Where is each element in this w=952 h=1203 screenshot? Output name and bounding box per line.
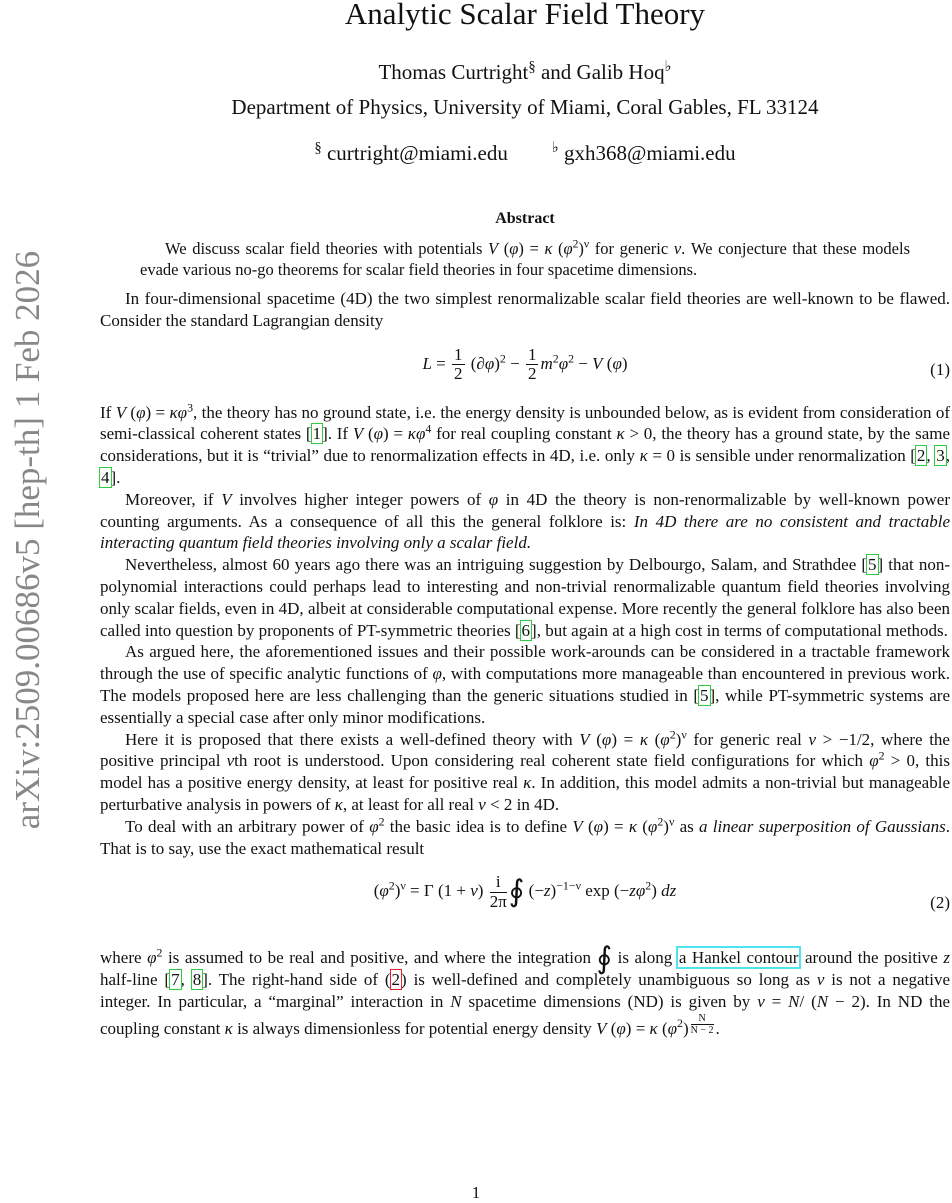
display-equation — [100, 346, 950, 394]
text-run: ) — [621, 353, 628, 373]
text-run: in 4D the theory is non-renormalizable by well-known power counting arguments. As a consequence of all this the general folklore is: — [100, 489, 950, 531]
math-symbol: φ — [488, 489, 499, 509]
text-run: ) = — [625, 1018, 650, 1038]
math-symbol: φ — [379, 881, 389, 901]
superscript: 2 — [499, 351, 506, 366]
math-symbol: ν — [816, 970, 825, 990]
text-run: as — [674, 816, 699, 836]
superscript: 2 — [388, 878, 395, 893]
math-symbol: V — [596, 1018, 607, 1038]
text-run: − — [505, 353, 524, 373]
paragraph — [100, 554, 950, 641]
text-run: is assumed to be real and positive, and where the integration — [162, 948, 597, 968]
math-symbol: ν — [478, 794, 486, 814]
superscript: 4 — [425, 421, 432, 436]
math-symbol: V — [592, 353, 603, 373]
math-symbol: φ — [558, 353, 569, 373]
text-run: − 2). In ND the coupling constant — [100, 991, 951, 1038]
author-mark: ♭ — [664, 59, 672, 75]
text-run: for real coupling constant — [431, 424, 617, 444]
numerator: i — [490, 873, 507, 893]
math-symbol: In 4D there are no consistent and tractable interacting quantum field theories involving only a scalar field. — [100, 511, 950, 553]
text-run: = — [764, 991, 789, 1011]
math-symbol: φ — [373, 424, 384, 444]
denominator: 2π — [489, 892, 507, 912]
math-symbol: N — [450, 991, 462, 1011]
math-symbol: V — [579, 729, 590, 749]
arxiv-identifier-sidebar: arXiv:2509.00686v5 [hep-th] 1 Feb 2026 — [8, 250, 47, 830]
math-symbol: φ — [147, 948, 157, 968]
text-run: ) — [477, 881, 488, 901]
text-run: where — [100, 948, 148, 968]
math-symbol: κ — [224, 1018, 233, 1038]
text-run: half-line [ — [100, 970, 171, 990]
paragraph — [100, 726, 951, 816]
math-symbol: φ — [616, 1018, 626, 1038]
text-run: ) — [494, 353, 500, 373]
fraction — [452, 346, 465, 384]
math-symbol: dz — [661, 881, 677, 901]
paragraph — [100, 399, 951, 489]
contour-integral-symbol: ∮ — [596, 942, 613, 976]
equation-number: (1) — [930, 359, 950, 379]
superscript: 2 — [156, 945, 163, 960]
email: curtright@miami.edu — [321, 141, 508, 165]
author-name: Galib Hoq — [576, 60, 665, 84]
paragraph — [100, 288, 950, 332]
superscript: 2 — [568, 351, 575, 366]
citation-link[interactable]: 8 — [192, 970, 202, 990]
math-symbol: a linear superposition of Gaussians — [699, 816, 946, 836]
superscript: 3 — [187, 399, 194, 414]
math-symbol: φ — [869, 751, 879, 771]
text-run: is not a negative integer. In particular, a “marginal” interaction in — [100, 970, 950, 1011]
citation-link[interactable]: 5 — [700, 685, 709, 705]
math-symbol: φ — [660, 729, 670, 749]
math-symbol: ν — [226, 751, 235, 771]
text-run: , — [926, 446, 936, 466]
math-symbol: κ — [334, 794, 343, 814]
math-symbol: φ — [601, 729, 612, 749]
text-run: . We conjecture that these models evade various no-go theorems for scalar field theories in four spacetime dimensions. — [140, 239, 910, 279]
text-run: ( — [606, 1018, 617, 1038]
contour-integral-symbol: ∮ — [508, 875, 525, 909]
text-run: ) = — [145, 402, 170, 422]
text-run: ], but again at a high cost in terms of computational methods. — [531, 620, 948, 640]
body-text — [100, 288, 950, 1039]
math-symbol: κφ — [169, 402, 188, 422]
math-symbol: φ — [432, 664, 442, 684]
superscript: 2 — [572, 238, 579, 251]
text-run: > 0, the theory has a ground state, by the same considerations, but it is “trivial” due to renormalization effects in 4D, i.e. only — [100, 424, 951, 466]
math-symbol: N — [816, 991, 829, 1011]
text-run: , — [945, 446, 950, 466]
display-equation — [100, 873, 950, 933]
math-symbol: zφ — [629, 881, 646, 901]
math-symbol: ν — [470, 881, 478, 901]
numerator: 1 — [454, 344, 463, 364]
text-run: , — [180, 970, 192, 990]
text-run: . — [715, 1018, 720, 1038]
text-run: exp (− — [580, 881, 630, 901]
denominator: 2 — [454, 364, 463, 384]
text-run: = 0 is sensible under renormalization [ — [647, 446, 916, 466]
math-symbol: φ — [484, 353, 495, 373]
author-list — [100, 60, 950, 85]
text-run: is along — [612, 948, 678, 968]
math-symbol: φ — [369, 816, 379, 836]
text-run: , with computations more manageable than encountered in previous work. The models proposed here are less challenging than the generic situations studied in [ — [100, 664, 950, 705]
email-mark: § — [314, 140, 322, 156]
citation-link[interactable]: 6 — [521, 620, 531, 640]
text-run: ) is well-defined and completely unambiguous so long as — [401, 970, 817, 990]
text-run: , the theory has no ground state, i.e. the energy density is unbounded below, as is evident from consideration of semi-classical coherent states [ — [100, 402, 950, 444]
text-run: ( — [363, 424, 374, 444]
equation-number: (2) — [930, 893, 950, 913]
email-mark: ♭ — [551, 140, 559, 156]
text-run: If — [100, 402, 116, 422]
text-run: ) — [578, 239, 584, 258]
author-conjunction: and — [535, 60, 577, 84]
math-symbol: L — [422, 353, 432, 373]
citation-link[interactable]: 7 — [171, 970, 180, 990]
text-run: ( — [657, 1018, 668, 1038]
text-run: ) = — [518, 239, 545, 258]
math-symbol: φ — [509, 239, 519, 258]
author-mark: § — [528, 59, 536, 75]
math-symbol: V — [488, 239, 499, 258]
text-run: (− — [524, 881, 544, 901]
denominator: 2 — [527, 364, 537, 384]
text-run: ]. — [110, 467, 121, 487]
text-run: ) = — [383, 424, 408, 444]
fraction — [691, 1013, 714, 1036]
hankel-contour-link[interactable]: a Hankel contour — [678, 948, 799, 968]
equation-body — [422, 344, 628, 384]
superscript: ν — [668, 814, 675, 829]
superscript: 2 — [669, 726, 676, 741]
citation-link[interactable]: 1 — [312, 424, 322, 444]
math-symbol: κ — [616, 424, 625, 444]
superscript: 2 — [378, 814, 385, 829]
math-symbol: φ — [667, 1018, 678, 1038]
math-symbol: φ — [612, 353, 622, 373]
text-run: = — [431, 353, 451, 373]
math-symbol: ν — [673, 239, 682, 258]
math-symbol: φ — [647, 816, 658, 836]
math-symbol: V — [572, 816, 583, 836]
math-symbol: ν — [757, 991, 765, 1011]
math-symbol: κ — [639, 729, 648, 749]
math-symbol: κφ — [407, 424, 426, 444]
text-run: ) — [651, 881, 662, 901]
text-run: ( — [498, 239, 510, 258]
paragraph — [100, 641, 950, 728]
text-run: involves higher integer powers of — [231, 489, 489, 509]
text-run: is always dimensionless for potential energy density — [232, 1018, 597, 1038]
math-symbol: κ — [523, 773, 532, 793]
citation-link[interactable]: 3 — [936, 446, 945, 466]
text-run: the basic idea is to define — [384, 816, 573, 836]
paragraph — [100, 942, 951, 1039]
paragraph — [100, 489, 950, 554]
citation-link[interactable]: 2 — [916, 446, 926, 466]
text-run: As argued here, the aforementioned issues and their possible work-arounds can be considered in a tractable framework through the use of specific analytic functions of — [100, 642, 950, 684]
superscript-fraction — [689, 1012, 716, 1036]
author-name: Thomas Curtright — [378, 60, 529, 84]
text-run: > −1/2, where the positive principal — [100, 729, 950, 771]
fraction — [526, 346, 539, 384]
text-run: ( — [589, 729, 602, 749]
email-list — [100, 141, 950, 166]
text-run: ) — [550, 881, 557, 901]
text-run: around the positive — [799, 948, 944, 968]
text-run: (∂ — [466, 353, 485, 373]
math-symbol: κ — [649, 1018, 658, 1038]
text-run: Here it is proposed that there exists a well-defined theory with — [125, 729, 580, 749]
text-run: for generic real — [686, 729, 809, 749]
superscript: ν — [583, 238, 590, 251]
abstract-text — [140, 238, 910, 280]
text-run: Moreover, if — [125, 489, 222, 509]
math-symbol: V — [221, 489, 232, 509]
math-symbol: κ — [628, 816, 637, 836]
text-run: ( — [602, 353, 613, 373]
fraction — [490, 873, 507, 911]
page-number: 1 — [471, 1183, 481, 1202]
citation-link[interactable]: 4 — [101, 467, 110, 487]
affiliation: Department of Physics, University of Miami, Coral Gables, FL 33124 — [231, 95, 819, 119]
text-run: = Γ (1 + — [405, 881, 471, 901]
math-symbol: κ — [639, 446, 648, 466]
text-run: Nevertheless, almost 60 years ago there was an intriguing suggestion by Delbourgo, Salam, and Strathdee [ — [125, 555, 868, 575]
text-run: ( — [373, 881, 380, 901]
text-run: ] that non-polynomial interactions could perhaps lead to interesting and non-trivial renormalizable quantum field theories involving only scalar fields, even in 4D, albeit at considerable computational expense. More recently the general folklore has also been called into question by proponents of PT-symmetric theories [ — [100, 555, 950, 640]
text-run: > 0, this model has a positive energy density, at least for positive real — [100, 751, 950, 793]
text-run: In four-dimensional spacetime (4D) the two simplest renormalizable scalar field theories are well-known to be flawed. Consider the standard Lagrangian density — [100, 289, 950, 330]
text-run: ) = — [611, 729, 640, 749]
math-symbol: φ — [136, 402, 146, 422]
superscript: ν — [400, 878, 406, 893]
numerator: 1 — [527, 344, 537, 364]
text-run: / ( — [799, 991, 817, 1011]
superscript: 2 — [657, 814, 664, 829]
text-run: spacetime dimensions (ND) is given by — [461, 991, 758, 1011]
superscript: 2 — [552, 351, 559, 366]
equation-reference-link[interactable]: 2 — [391, 970, 401, 990]
text-run: ( — [582, 816, 594, 836]
paper-title: Analytic Scalar Field Theory — [344, 0, 706, 31]
math-symbol: κ — [544, 239, 553, 258]
numerator: N — [691, 1013, 714, 1025]
text-run: ], while PT-symmetric systems are essentially a special case after only minor modifications. — [100, 685, 950, 727]
text-run: ) = — [603, 816, 629, 836]
citation-link[interactable]: 5 — [868, 555, 877, 575]
math-symbol: φ — [593, 816, 604, 836]
math-symbol: m — [540, 353, 553, 373]
text-run: ( — [636, 816, 648, 836]
math-symbol: V — [352, 424, 364, 444]
text-run: ) — [663, 816, 669, 836]
text-run: < 2 in 4D. — [485, 794, 560, 814]
text-run: ]. The right-hand side of ( — [202, 970, 391, 990]
math-symbol: V — [115, 402, 127, 422]
denominator: N − 2 — [690, 1024, 714, 1036]
text-run: ) — [675, 729, 682, 749]
text-run: th root is understood. Upon considering real coherent state field configurations for which — [234, 751, 870, 771]
math-symbol: φ — [563, 239, 573, 258]
math-symbol: z — [943, 948, 951, 968]
text-run: ( — [126, 402, 137, 422]
superscript: 2 — [878, 748, 885, 763]
text-run: ( — [552, 239, 564, 258]
email: gxh368@miami.edu — [558, 141, 736, 165]
superscript: 2 — [645, 878, 652, 893]
text-run: ) — [682, 1018, 689, 1038]
math-symbol: N — [788, 991, 800, 1011]
text-run: , at least for all real — [342, 794, 479, 814]
abstract-heading: Abstract — [495, 210, 555, 227]
text-run: ) — [394, 881, 401, 901]
superscript: ν — [681, 726, 687, 741]
text-run: We discuss scalar field theories with potentials — [165, 239, 489, 258]
text-run: − — [574, 353, 593, 373]
superscript: 2 — [677, 1015, 683, 1030]
text-run: . In addition, this model admits a non-trivial but manageable perturbative analysis in powers of — [100, 773, 951, 814]
text-run: ]. If — [322, 424, 353, 444]
text-run: . That is to say, use the exact mathematical result — [100, 816, 950, 858]
text-run: ( — [648, 729, 661, 749]
paragraph — [100, 816, 950, 860]
math-symbol: z — [543, 881, 551, 901]
math-symbol: ν — [808, 729, 817, 749]
superscript: −1−ν — [556, 878, 581, 893]
text-run: for generic — [589, 239, 674, 258]
text-run: To deal with an arbitrary power of — [125, 816, 370, 836]
